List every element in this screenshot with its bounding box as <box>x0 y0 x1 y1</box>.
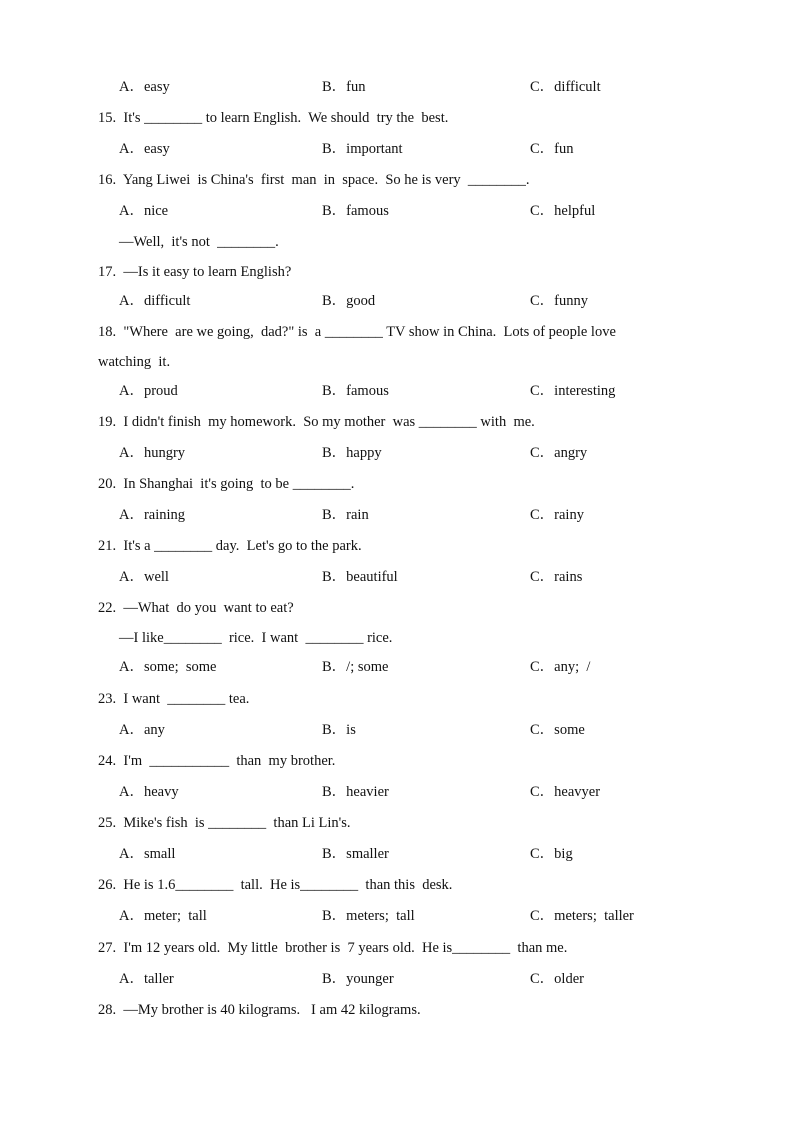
option-a: A．taller <box>119 971 174 987</box>
question-line: 20. In Shanghai it's going to be ________. <box>98 476 355 492</box>
option-c: C．interesting <box>530 383 616 399</box>
option-a: A．nice <box>119 203 169 219</box>
question-continuation: —I like________ rice. I want ________ rice. <box>119 630 393 646</box>
question-line: 21. It's a ________ day. Let's go to the park. <box>98 538 362 554</box>
option-c: C．rainy <box>530 507 584 523</box>
option-b: B．important <box>322 141 403 157</box>
option-c: C．rains <box>530 569 583 585</box>
option-c: C．any; / <box>530 659 591 675</box>
question-continuation: —Well, it's not ________. <box>119 234 279 250</box>
option-c: C．some <box>530 722 585 738</box>
option-a: A．hungry <box>119 445 186 461</box>
option-b: B．beautiful <box>322 569 398 585</box>
option-a: A．well <box>119 569 169 585</box>
question-line: 19. I didn't finish my homework. So my mother was ________ with me. <box>98 414 535 430</box>
option-c: C．angry <box>530 445 588 461</box>
option-b: B．fun <box>322 79 366 95</box>
option-b: B．famous <box>322 383 389 399</box>
option-c: C．older <box>530 971 584 987</box>
option-b: B．heavier <box>322 784 389 800</box>
option-c: C．meters; taller <box>530 908 634 924</box>
option-a: A．easy <box>119 141 170 157</box>
option-b: B．smaller <box>322 846 389 862</box>
option-b: B．is <box>322 722 356 738</box>
question-line: 15. It's ________ to learn English. We should try the best. <box>98 110 449 126</box>
question-line: 27. I'm 12 years old. My little brother is 7 years old. He is________ than me. <box>98 940 568 956</box>
option-c: C．heavyer <box>530 784 601 800</box>
option-a: A．some; some <box>119 659 217 675</box>
option-b: B．meters; tall <box>322 908 415 924</box>
question-line: 28. —My brother is 40 kilograms. I am 42 kilograms. <box>98 1002 421 1018</box>
question-line: 23. I want ________ tea. <box>98 691 250 707</box>
question-line: 25. Mike's fish is ________ than Li Lin's. <box>98 815 351 831</box>
option-a: A．proud <box>119 383 178 399</box>
option-b: B．rain <box>322 507 369 523</box>
option-a: A．small <box>119 846 176 862</box>
option-b: B．happy <box>322 445 382 461</box>
option-c: C．funny <box>530 293 588 309</box>
option-b: B．famous <box>322 203 389 219</box>
option-c: C．big <box>530 846 573 862</box>
question-line: 22. —What do you want to eat? <box>98 600 294 616</box>
option-c: C．difficult <box>530 79 601 95</box>
option-a: A．any <box>119 722 165 738</box>
question-line: 17. —Is it easy to learn English? <box>98 264 292 280</box>
option-c: C．helpful <box>530 203 596 219</box>
question-line: 18. "Where are we going, dad?" is a ________ TV show in China. Lots of people love <box>98 324 616 340</box>
question-line: 16. Yang Liwei is China's first man in space. So he is very ________. <box>98 172 530 188</box>
option-c: C．fun <box>530 141 574 157</box>
option-a: A．raining <box>119 507 186 523</box>
option-a: A．easy <box>119 79 170 95</box>
option-a: A．difficult <box>119 293 191 309</box>
option-b: B．younger <box>322 971 394 987</box>
option-b: B．/; some <box>322 659 389 675</box>
option-b: B．good <box>322 293 376 309</box>
option-a: A．meter; tall <box>119 908 207 924</box>
question-continuation: watching it. <box>98 354 171 370</box>
option-a: A．heavy <box>119 784 179 800</box>
question-line: 26. He is 1.6________ tall. He is________ than this desk. <box>98 877 453 893</box>
question-line: 24. I'm ___________ than my brother. <box>98 753 336 769</box>
